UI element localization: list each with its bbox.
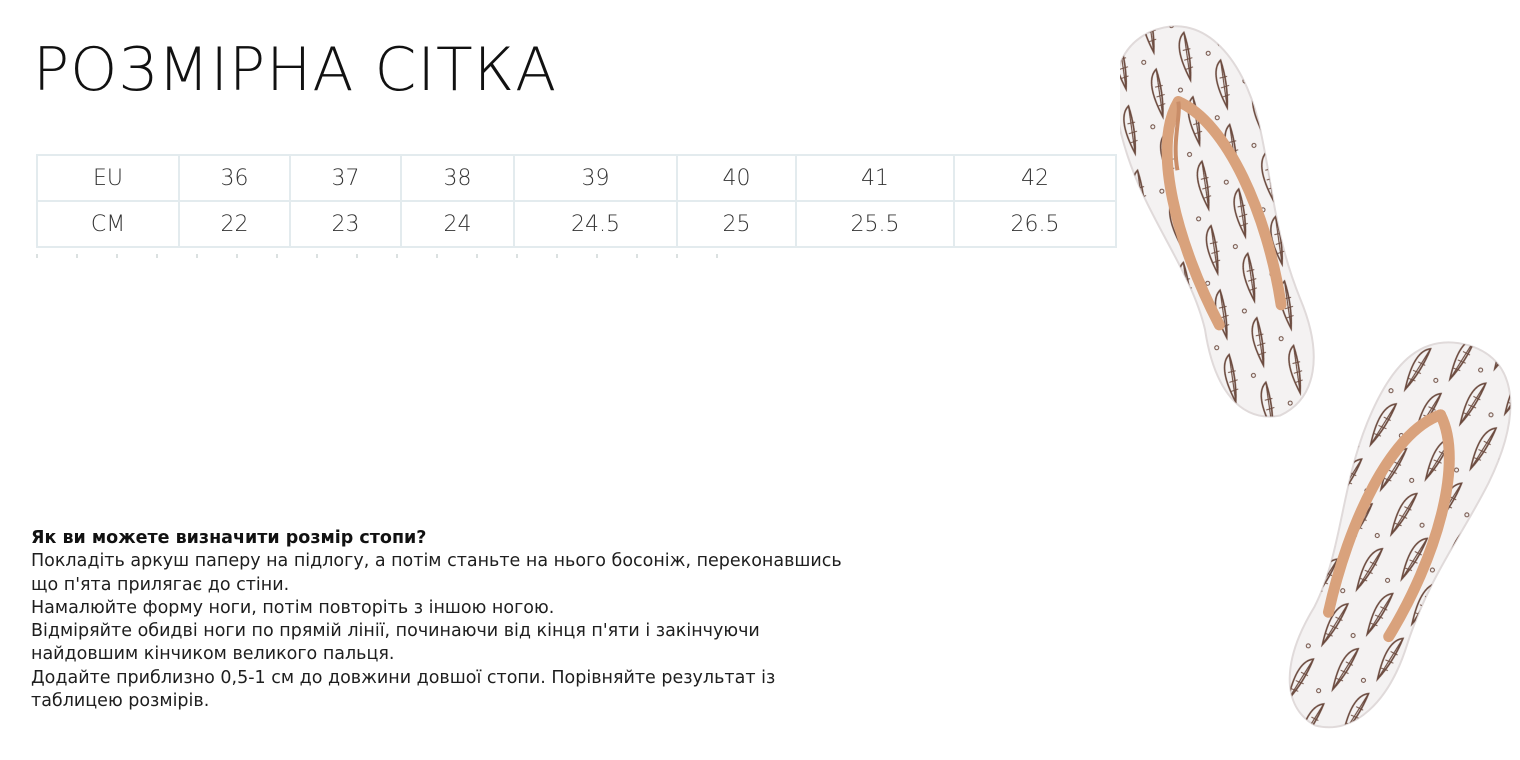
size-table: [36, 154, 1117, 248]
table-cell: 40: [677, 155, 796, 201]
table-cell: 22: [179, 201, 290, 247]
table-cell: 25.5: [796, 201, 954, 247]
table-cell: 23: [290, 201, 401, 247]
instruction-line: Покладіть аркуш паперу на підлогу, а потім станьте на нього босоніж, переконавшись що п'ята прилягає до стіни.: [31, 551, 842, 595]
table-cell: 39: [514, 155, 677, 201]
table-cell: 26.5: [954, 201, 1116, 247]
table-cell: 37: [290, 155, 401, 201]
instruction-line: Додайте приблизно 0,5-1 см до довжини довшої стопи. Порівняйте результат із таблицею розмірів.: [31, 667, 776, 712]
table-cell: 38: [401, 155, 514, 201]
instruction-line: Намалюйте форму ноги, потім повторіть з іншою ногою.: [31, 597, 555, 618]
table-row-eu: [37, 155, 1116, 201]
instructions-heading: Як ви можете визначити розмір стопи?: [31, 528, 427, 548]
table-row-cm: [37, 201, 1116, 247]
table-cell: EU: [37, 155, 179, 201]
table-cell: 24.5: [514, 201, 677, 247]
instruction-line: Відміряйте обидві ноги по прямій лінії, починаючи від кінця п'яти і закінчуючи найдовшим кінчиком великого пальця.: [31, 621, 760, 665]
clipped-text-artifact: [36, 254, 736, 258]
table-cell: 42: [954, 155, 1116, 201]
table-cell: 36: [179, 155, 290, 201]
table-cell: 41: [796, 155, 954, 201]
table-cell: 25: [677, 201, 796, 247]
table-cell: 24: [401, 201, 514, 247]
measure-instructions: [31, 527, 871, 713]
table-cell: CM: [37, 201, 179, 247]
flip-flops-icon: [1120, 0, 1520, 760]
page-title: РОЗМІРНА СІТКА: [33, 35, 558, 105]
